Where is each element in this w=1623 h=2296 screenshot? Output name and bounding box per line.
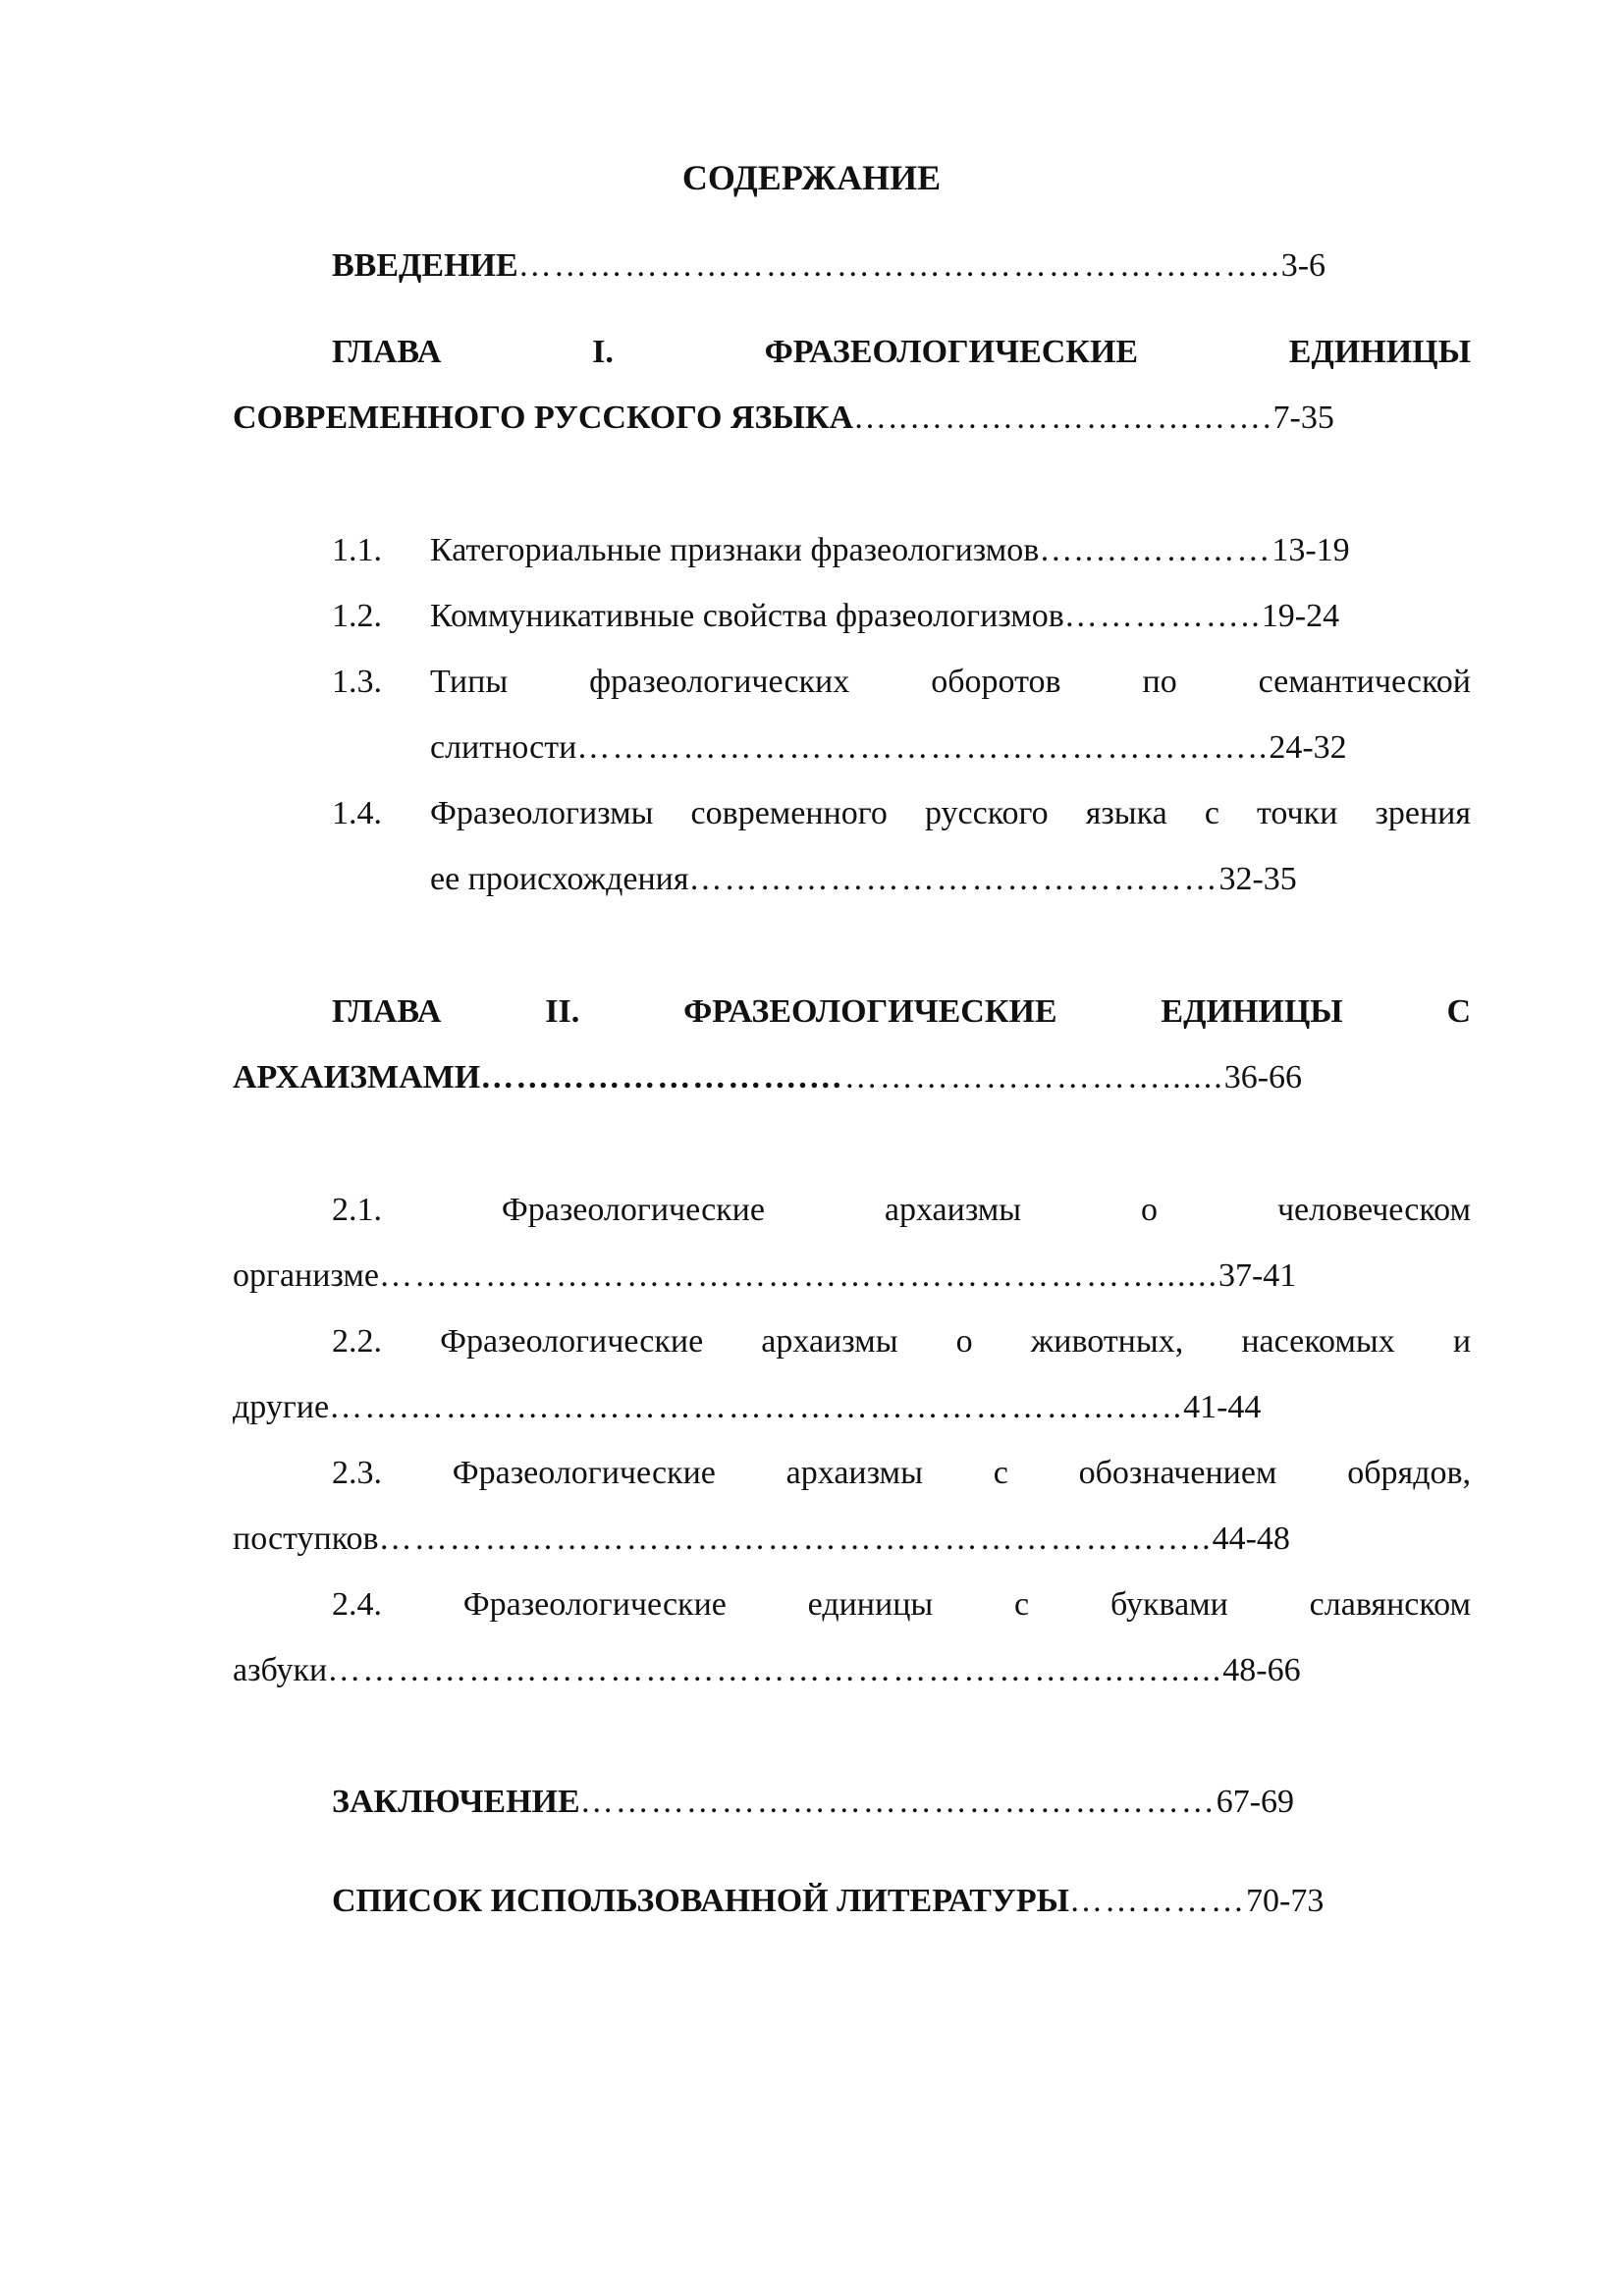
chapter1-word: ФРАЗЕОЛОГИЧЕСКИЕ: [764, 334, 1139, 370]
chapter1-word: ЕДИНИЦЫ: [1288, 334, 1471, 370]
section-word: по: [1142, 664, 1177, 700]
section-word: семантической: [1258, 664, 1471, 700]
section-word: буквами: [1109, 1586, 1228, 1623]
chapter2-word: С: [1446, 993, 1471, 1030]
section-word: с: [1204, 795, 1219, 831]
section-title: Коммуникативные свойства фразеологизмов: [430, 598, 1064, 634]
intro-label: ВВЕДЕНИЕ: [332, 247, 518, 284]
toc-section-2-1-line2[interactable]: [233, 1254, 1471, 1299]
conclusion-pages: 67-69: [1216, 1784, 1295, 1820]
section-word: 2.2.: [332, 1323, 382, 1360]
chapter2-word: ЕДИНИЦЫ: [1161, 993, 1343, 1030]
chapter2-label: АРХАИЗМАМИ: [233, 1059, 481, 1095]
toc-section-2-4-line1[interactable]: [332, 1582, 1471, 1628]
intro-pages: 3-6: [1280, 247, 1326, 284]
section-title: другие: [233, 1389, 330, 1425]
bibliography-label: СПИСОК ИСПОЛЬЗОВАННОЙ ЛИТЕРАТУРЫ: [332, 1883, 1069, 1919]
section-word: человеческом: [1276, 1192, 1471, 1228]
section-word: архаизмы: [761, 1323, 898, 1360]
section-pages: 48-66: [1222, 1652, 1301, 1688]
toc-section-2-1-line1[interactable]: [332, 1188, 1471, 1233]
toc-entry-intro[interactable]: [332, 243, 1471, 289]
section-word: Типы: [430, 664, 509, 700]
section-leader: ……………………………………………………………..: [378, 1521, 1213, 1557]
section-word: архаизмы: [785, 1455, 923, 1491]
section-word: обозначением: [1078, 1455, 1277, 1491]
section-word: обрядов,: [1347, 1455, 1471, 1491]
chapter2-word: ФРАЗЕОЛОГИЧЕСКИЕ: [683, 993, 1057, 1030]
section-pages: 41-44: [1183, 1389, 1262, 1425]
section-word: Фразеологические: [462, 1586, 727, 1623]
chapter2-heading-line1[interactable]: [332, 989, 1471, 1035]
section-pages: 37-41: [1217, 1257, 1297, 1294]
chapter1-label: СОВРЕМЕННОГО РУССКОГО ЯЗЫКА: [233, 400, 854, 436]
section-word: точки: [1257, 795, 1338, 831]
section-number: 1.3.: [332, 664, 382, 700]
section-leader: ………………………………………: [688, 861, 1219, 897]
page-title: СОДЕРЖАНИЕ: [681, 158, 942, 197]
section-title: поступков: [233, 1521, 379, 1557]
section-pages: 24-32: [1269, 729, 1347, 766]
chapter1-pages: 7-35: [1272, 400, 1334, 436]
section-leader: …….…………………………………………………….…..: [329, 1389, 1184, 1425]
toc-entry-conclusion[interactable]: [332, 1780, 1471, 1825]
toc-section-1-2[interactable]: [332, 594, 1471, 639]
toc-section-1-3-line1[interactable]: [430, 660, 1471, 705]
section-word: оборотов: [931, 664, 1061, 700]
section-number: 1.2.: [332, 598, 382, 634]
chapter1-heading-line2[interactable]: [233, 396, 1471, 441]
chapter1-word: ГЛАВА: [332, 334, 442, 370]
section-word: зрения: [1375, 795, 1471, 831]
chapter1-leader: …..………………………….: [853, 400, 1273, 436]
section-word: Фразеологизмы: [430, 795, 654, 831]
bibliography-pages: 70-73: [1246, 1883, 1325, 1919]
toc-section-2-2-line1[interactable]: [332, 1319, 1471, 1364]
chapter2-pages: 36-66: [1223, 1059, 1303, 1095]
section-word: единицы: [807, 1586, 934, 1623]
section-pages: 44-48: [1212, 1521, 1290, 1557]
section-word: славянском: [1309, 1586, 1471, 1623]
section-word: русского: [924, 795, 1049, 831]
section-title: азбуки: [233, 1652, 328, 1688]
toc-section-2-4-line2[interactable]: [233, 1648, 1471, 1693]
toc-section-1-1[interactable]: [332, 528, 1471, 573]
section-word: и: [1452, 1323, 1471, 1360]
toc-entry-bibliography[interactable]: [332, 1879, 1471, 1924]
section-word: 2.3.: [332, 1455, 382, 1491]
section-word: с: [993, 1455, 1008, 1491]
section-title: слитности: [430, 729, 577, 766]
section-leader: …………………………………………………..: [576, 729, 1270, 766]
section-leader: ……………..: [1063, 598, 1262, 634]
section-number: 1.4.: [332, 795, 382, 831]
toc-section-2-2-line2[interactable]: [233, 1385, 1471, 1430]
chapter2-leader: ………………………......: [843, 1059, 1224, 1095]
section-word: Фразеологические: [452, 1455, 716, 1491]
section-leader: …..……………: [1039, 532, 1272, 568]
toc-section-1-4-line1[interactable]: [430, 791, 1471, 836]
section-word: современного: [690, 795, 888, 831]
chapter2-leader-bold: ……………………….…: [480, 1059, 844, 1095]
chapter2-word: ГЛАВА: [332, 993, 442, 1030]
section-title: ее происхождения: [430, 861, 689, 897]
intro-leader: ………………………………………………………..: [517, 247, 1281, 284]
section-pages: 19-24: [1261, 598, 1340, 634]
toc-section-2-3-line1[interactable]: [332, 1451, 1471, 1496]
section-word: фразеологических: [589, 664, 850, 700]
section-pages: 13-19: [1271, 532, 1350, 568]
bibliography-leader: ……………: [1069, 1883, 1246, 1919]
chapter1-word: I.: [592, 334, 614, 370]
section-word: с: [1014, 1586, 1030, 1623]
section-word: Фразеологические: [501, 1192, 765, 1228]
section-word: языка: [1085, 795, 1167, 831]
section-word: животных,: [1030, 1323, 1184, 1360]
section-leader: …………………………………………………………......: [378, 1257, 1218, 1294]
conclusion-label: ЗАКЛЮЧЕНИЕ: [332, 1784, 580, 1820]
section-word: о: [955, 1323, 973, 1360]
section-word: насекомых: [1241, 1323, 1395, 1360]
section-word: архаизмы: [884, 1192, 1022, 1228]
chapter1-heading-line1[interactable]: [332, 330, 1471, 375]
section-title: Категориальные признаки фразеологизмов: [430, 532, 1040, 568]
chapter2-word: II.: [545, 993, 580, 1030]
section-number: 1.1.: [332, 532, 382, 568]
section-word: 2.4.: [332, 1586, 382, 1623]
toc-section-1-3-line2[interactable]: [430, 725, 1471, 771]
section-leader: …………………………………………………………..…......: [327, 1652, 1223, 1688]
section-pages: 32-35: [1218, 861, 1297, 897]
conclusion-leader: ………………………………………………: [579, 1784, 1217, 1820]
section-title: организме: [233, 1257, 379, 1294]
section-word: Фразеологические: [440, 1323, 704, 1360]
toc-section-2-3-line2[interactable]: [233, 1517, 1471, 1562]
section-word: о: [1141, 1192, 1159, 1228]
section-word: 2.1.: [332, 1192, 382, 1228]
toc-section-1-4-line2[interactable]: [430, 857, 1471, 902]
chapter2-heading-line2[interactable]: [233, 1055, 1471, 1100]
